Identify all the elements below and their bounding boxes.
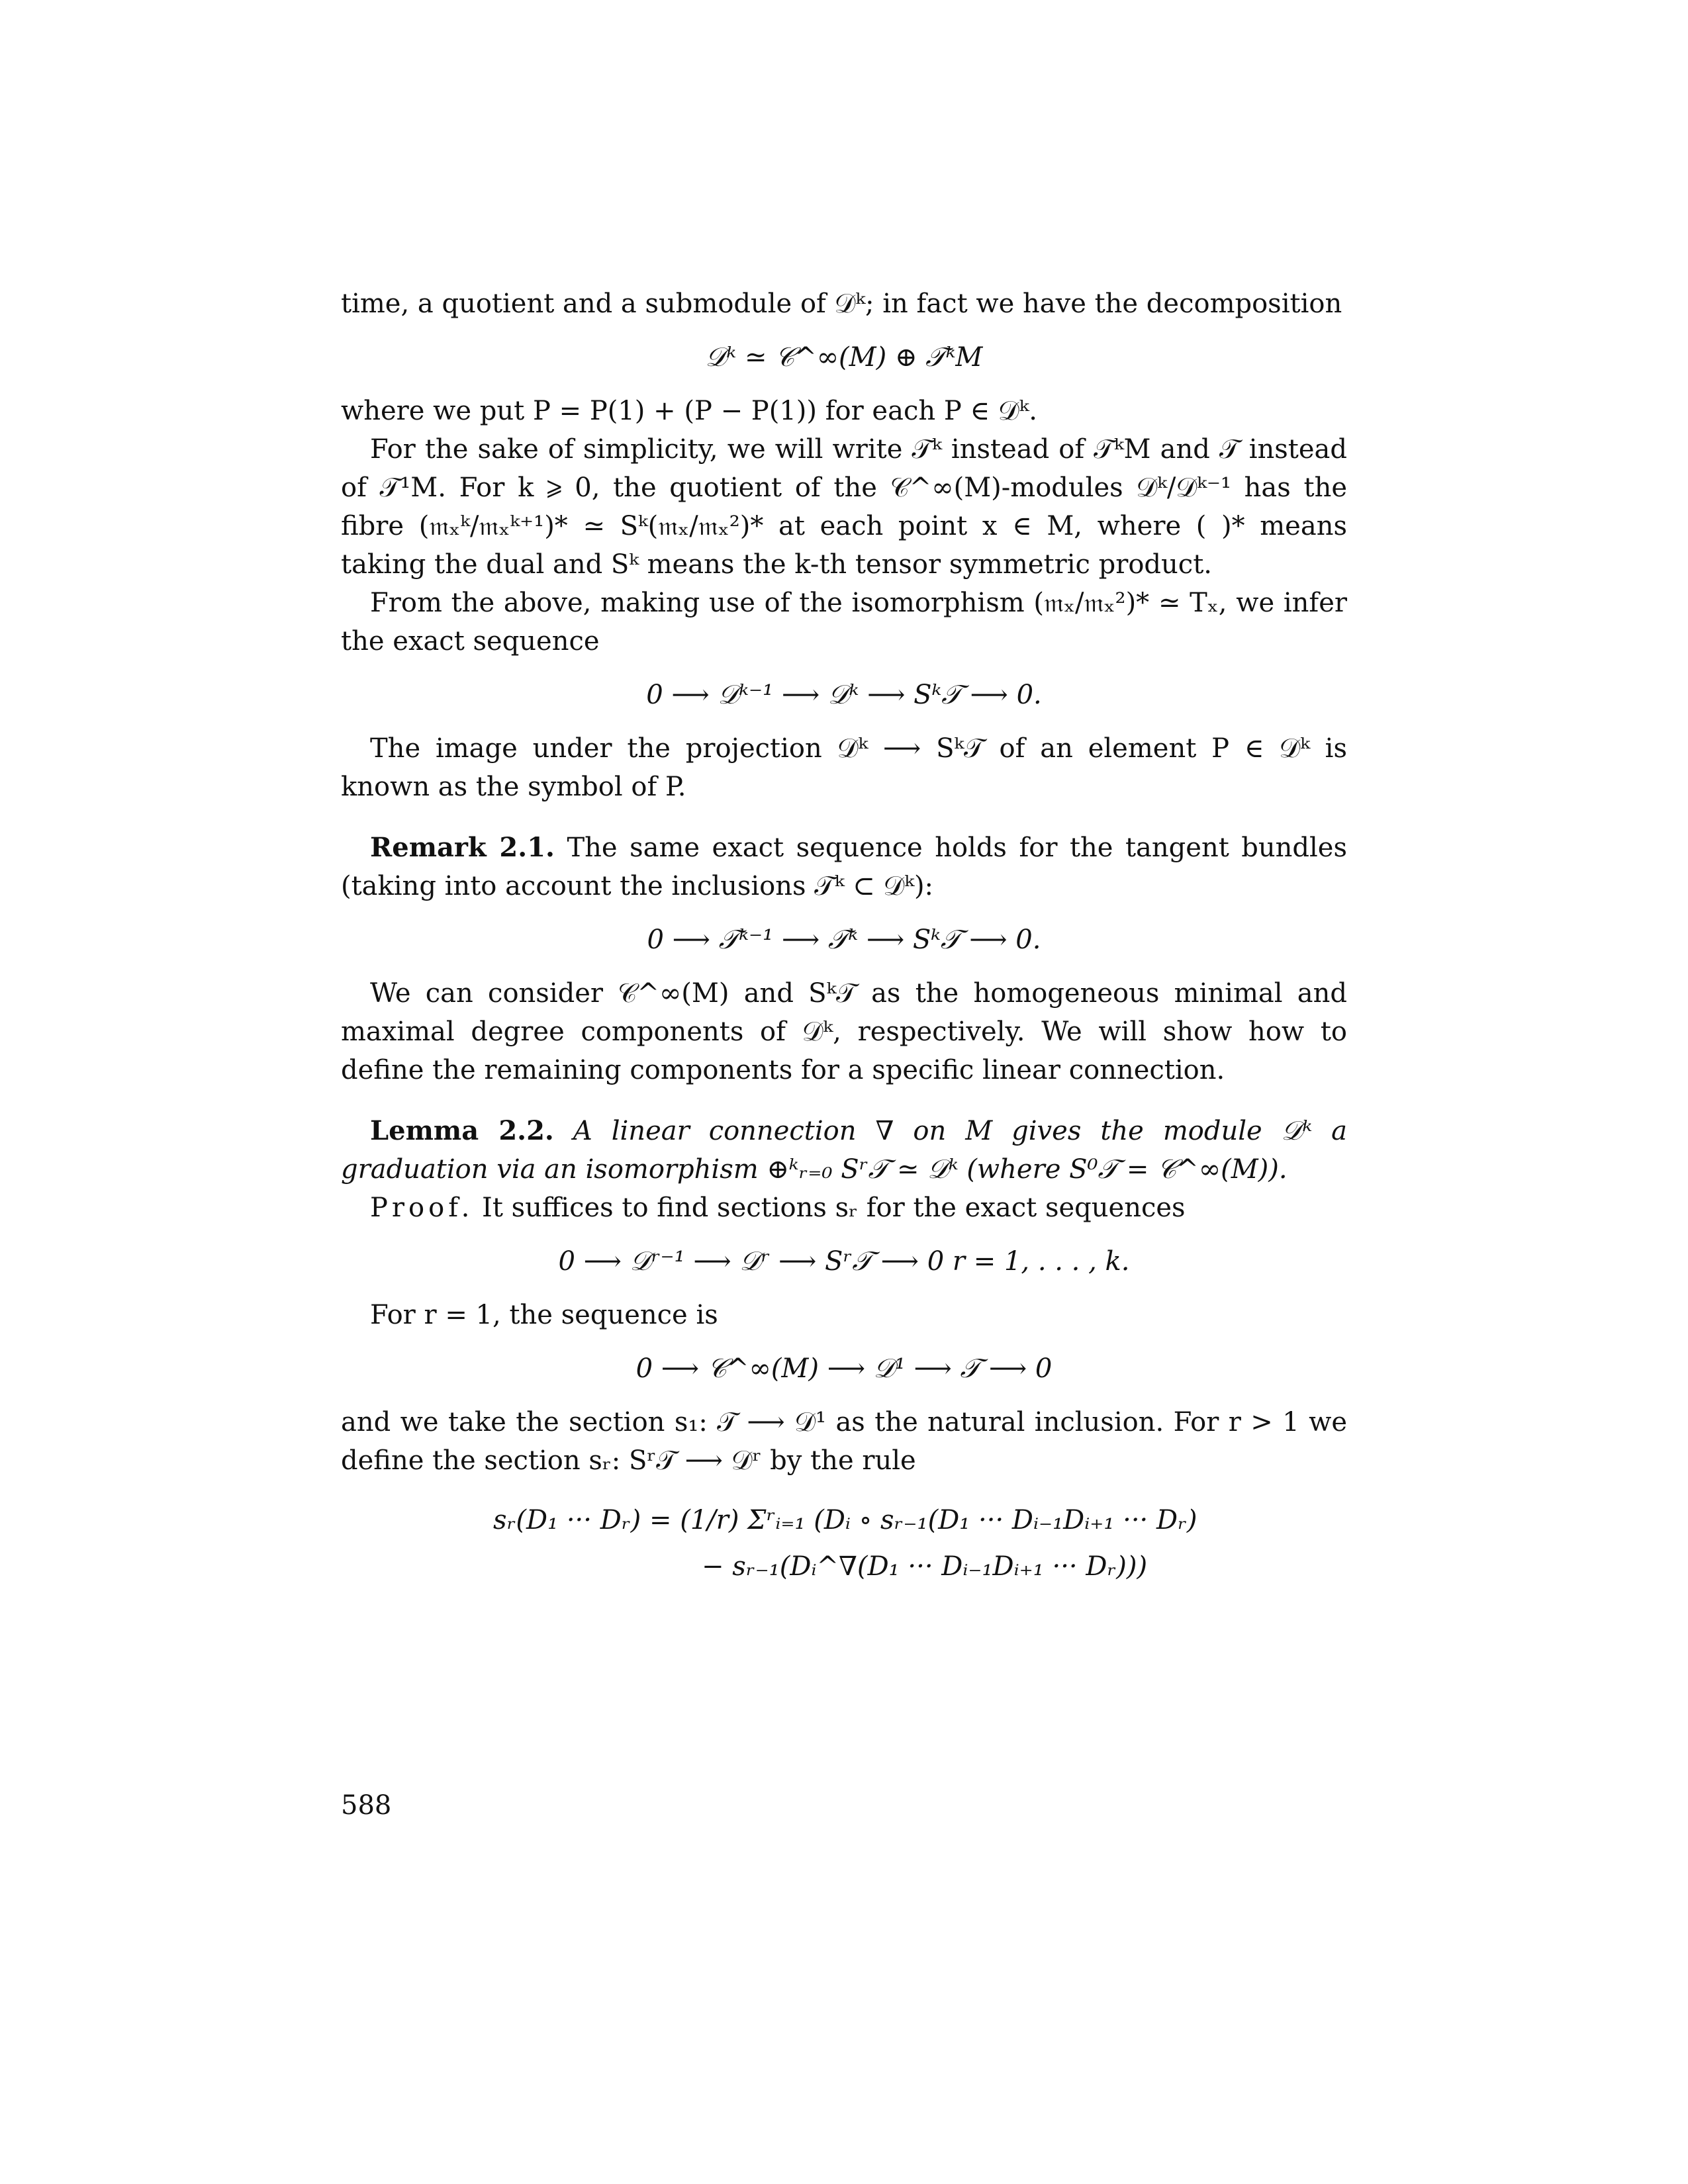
equation-sequence-r1: 0 ⟶ 𝒞^∞(M) ⟶ 𝒟¹ ⟶ 𝒯 ⟶ 0 [635, 1353, 1053, 1384]
equation-section-rule-line-1: sᵣ(D₁ ··· Dᵣ) = (1/r) Σʳᵢ₌₁ (Dᵢ ∘ sᵣ₋₁(D₁ ··· Dᵢ₋₁Dᵢ₊₁ ··· Dᵣ) [493, 1505, 1197, 1535]
equation-decomposition: 𝒟ᵏ ≃ 𝒞^∞(M) ⊕ 𝒯ᵏM [705, 342, 983, 373]
paragraph-7: For r = 1, the sequence is [370, 1300, 718, 1330]
paragraph-1: time, a quotient and a submodule of 𝒟ᵏ; in fact we have the decomposition [341, 289, 1342, 319]
proof [341, 1189, 1347, 1227]
equation-exact-sequence-t: 0 ⟶ 𝒯ᵏ⁻¹ ⟶ 𝒯ᵏ ⟶ Sᵏ𝒯 ⟶ 0. [647, 925, 1041, 955]
proof-label: Proof. [370, 1193, 474, 1223]
paragraph-3: For the sake of simplicity, we will write 𝒯ᵏ instead of 𝒯ᵏM and 𝒯 instead of 𝒯¹M. For k ⩾ 0, the quotient of the 𝒞^∞(M)-modules 𝒟ᵏ/𝒟ᵏ⁻¹ has the fibre (𝔪ₓᵏ/𝔪ₓᵏ⁺¹)* ≃ Sᵏ(𝔪ₓ/𝔪ₓ²)* at each point x ∈ M, where ( )* means taking the dual and Sᵏ means the k-th tensor symmetric product. [341, 434, 1347, 580]
proof-text: It suffices to find sections sᵣ for the exact sequences [482, 1193, 1186, 1223]
equation-section-rule [341, 1497, 1347, 1590]
lemma-2-2 [341, 1112, 1347, 1189]
equation-exact-sequence-r: 0 ⟶ 𝒟ʳ⁻¹ ⟶ 𝒟ʳ ⟶ Sʳ𝒯 ⟶ 0 r = 1, . . . , k. [558, 1246, 1130, 1277]
paragraph-2: where we put P = P(1) + (P − P(1)) for each P ∈ 𝒟ᵏ. [341, 396, 1037, 426]
lemma-label: Lemma 2.2. [370, 1115, 554, 1146]
remark-2-1 [341, 829, 1347, 905]
page-body [341, 285, 1347, 1590]
remark-text: The same exact sequence holds for the tangent bundles (taking into account the inclusions 𝒯ᵏ ⊂ 𝒟ᵏ): [341, 833, 1348, 901]
equation-exact-sequence-d: 0 ⟶ 𝒟ᵏ⁻¹ ⟶ 𝒟ᵏ ⟶ Sᵏ𝒯 ⟶ 0. [646, 680, 1042, 710]
lemma-text: A linear connection ∇ on M gives the module 𝒟ᵏ a graduation via an isomorphism ⊕ᵏᵣ₌₀ Sʳ𝒯 ≃ 𝒟ᵏ (where S⁰𝒯 = 𝒞^∞(M)). [341, 1116, 1347, 1185]
paragraph-5: The image under the projection 𝒟ᵏ ⟶ Sᵏ𝒯 of an element P ∈ 𝒟ᵏ is known as the symbol of P. [341, 733, 1347, 802]
paragraph-4: From the above, making use of the isomorphism (𝔪ₓ/𝔪ₓ²)* ≃ Tₓ, we infer the exact sequence [341, 588, 1347, 657]
page-number: 588 [341, 1790, 392, 1821]
equation-section-rule-line-2: − sᵣ₋₁(Dᵢ^∇(D₁ ··· Dᵢ₋₁Dᵢ₊₁ ··· Dᵣ))) [702, 1551, 1148, 1582]
remark-label: Remark 2.1. [370, 832, 555, 863]
paragraph-6: We can consider 𝒞^∞(M) and Sᵏ𝒯 as the homogeneous minimal and maximal degree components of 𝒟ᵏ, respectively. We will show how to define the remaining components for a specific linear connection. [341, 978, 1347, 1085]
paragraph-8: and we take the section s₁: 𝒯 ⟶ 𝒟¹ as the natural inclusion. For r > 1 we define the section sᵣ: Sʳ𝒯 ⟶ 𝒟ʳ by the rule [341, 1407, 1347, 1476]
